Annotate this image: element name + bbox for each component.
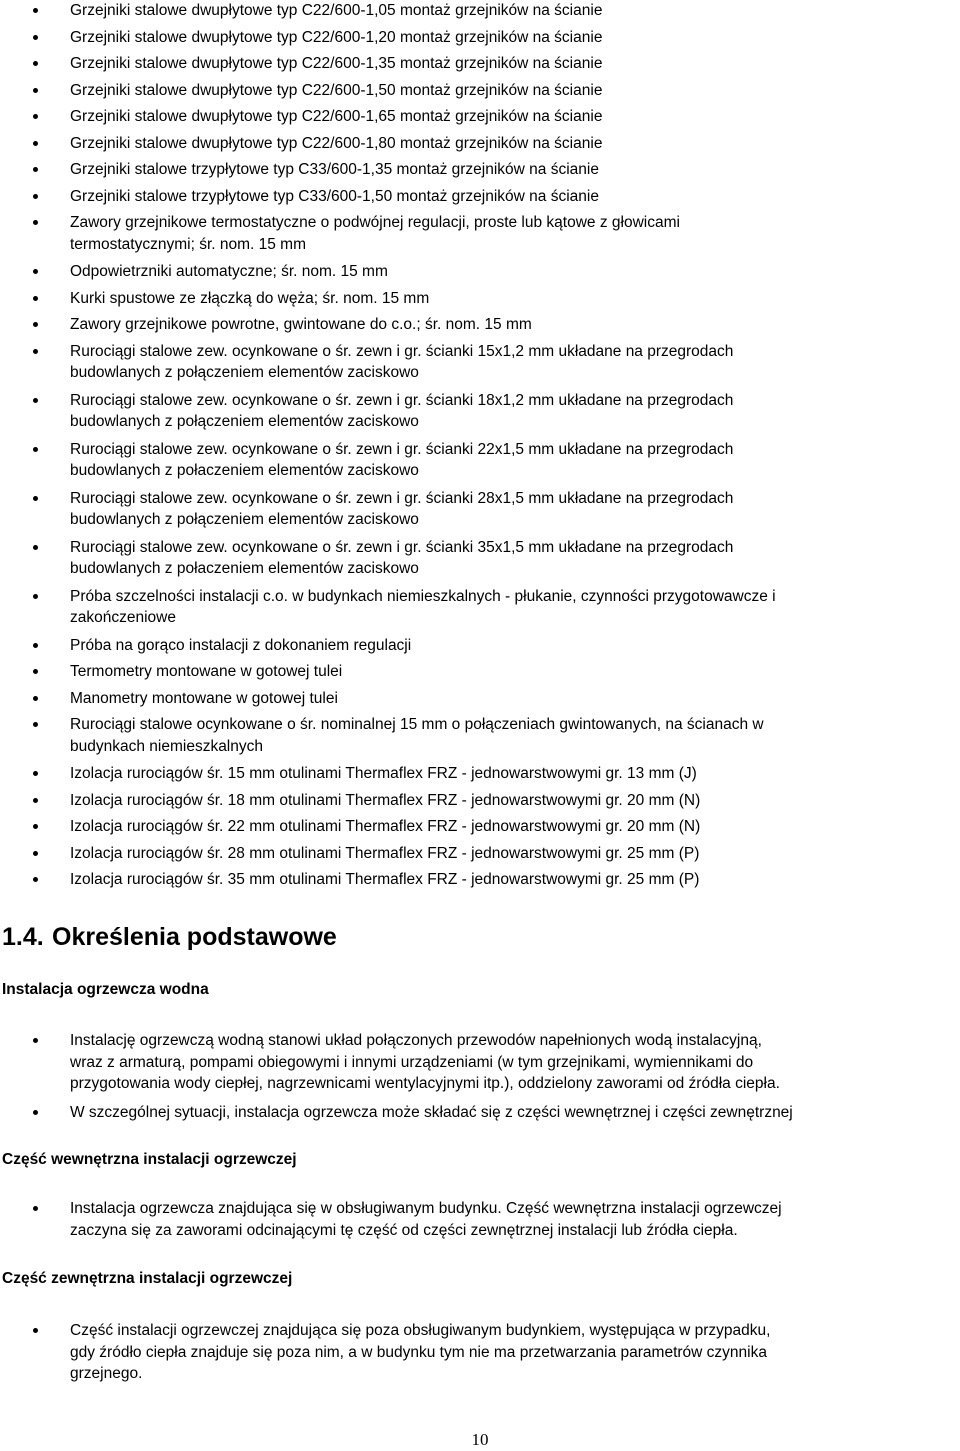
bullet-icon [33, 594, 38, 599]
list-item-text: Zawory grzejnikowe powrotne, gwintowane do c.o.; śr. nom. 15 mm [70, 316, 532, 333]
list-item-text: budynkach niemieszkalnych [70, 737, 263, 755]
bullet-icon [33, 296, 38, 301]
list-item-text: Grzejniki stalowe dwupłytowe typ C22/600-1,20 montaż grzejników na ścianie [70, 28, 603, 46]
bullet-icon [33, 1038, 38, 1043]
list-item [0, 843, 960, 870]
list-item [0, 159, 960, 186]
list-item-text: Grzejniki stalowe dwupłytowe typ C22/600-1,50 montaż grzejników na ścianie [70, 81, 603, 99]
list-item-text: Kurki spustowe ze złączką do węża; śr. nom. 15 mm [70, 289, 430, 307]
list-item [0, 53, 960, 80]
list-item-text: budowlanych z połączeniem elementów zaciskowo [70, 413, 419, 430]
list-item-text: zakończeniowe [70, 609, 176, 626]
list-item-text: Odpowietrzniki automatyczne; śr. nom. 15 mm [70, 263, 388, 280]
bullet-icon [33, 1110, 38, 1115]
bullet-icon [33, 220, 38, 225]
list-item [0, 0, 960, 27]
list-item-text: grzejnego. [70, 1365, 143, 1382]
list-item [0, 106, 960, 133]
bullet-icon [33, 643, 38, 648]
list-item-text: Instalacja ogrzewcza znajdująca się w obsługiwanym budynku. Część wewnętrzna instalacji ogrzewczej [70, 1200, 782, 1217]
list-item [0, 816, 960, 843]
list-item-text: Izolacja rurociągów śr. 18 mm otulinami Thermaflex FRZ - jednowarstwowymi gr. 20 mm (N) [70, 791, 701, 809]
list-item-text: budowlanych z połączeniem elementów zaciskowo [70, 511, 419, 528]
bullet-icon [33, 447, 38, 452]
bullet-icon [33, 269, 38, 274]
list-item-text: wraz z armaturą, pompami obiegowymi i innymi urządzeniami (w tym grzejnikami, wymiennikami do [70, 1053, 754, 1071]
list-item [0, 341, 960, 390]
list-item-text: Grzejniki stalowe trzypłytowe typ C33/600-1,50 montaż grzejników na ścianie [70, 187, 599, 205]
bullet-icon [33, 877, 38, 882]
list-item-text: Rurociągi stalowe ocynkowane o śr. nominalnej 15 mm o połączeniach gwintowanych, na ścianach w [70, 716, 764, 733]
list-item-text: Rurociągi stalowe zew. ocynkowane o śr. zewn i gr. ścianki 28x1,5 mm układane na przegrodach [70, 489, 734, 507]
list-item-text: Rurociągi stalowe zew. ocynkowane o śr. zewn i gr. ścianki 22x1,5 mm układane na przegrodach [70, 440, 734, 458]
list-item-text: Izolacja rurociągów śr. 15 mm otulinami Thermaflex FRZ - jednowarstwowymi gr. 13 mm (J) [70, 765, 697, 782]
internal-part-list [0, 1198, 960, 1242]
list-item-text: Termometry montowane w gotowej tulei [70, 663, 343, 680]
list-item [0, 212, 960, 261]
subheading-water-heating: Instalacja ogrzewcza wodna [2, 981, 209, 998]
bullet-icon [33, 669, 38, 674]
list-item [0, 635, 960, 662]
list-item-text: Instalację ogrzewczą wodną stanowi układ połączonych przewodów napełnionych wodą instalacyjną, [70, 1032, 762, 1049]
external-part-list [0, 1320, 960, 1385]
list-item [0, 390, 960, 439]
subheading-internal-part: Część wewnętrzna instalacji ogrzewczej [2, 1151, 297, 1168]
bullet-icon [33, 824, 38, 829]
subheading-external-part: Część zewnętrzna instalacji ogrzewczej [2, 1270, 293, 1287]
bullet-icon [33, 141, 38, 146]
list-item [0, 763, 960, 790]
list-item-text: przygotowania wody ciepłej, nagrzewnicami wentylacyjnymi itp.), oddzielony zaworami od źródła ciepła. [70, 1075, 780, 1092]
bullet-icon [33, 771, 38, 776]
list-item-text: Grzejniki stalowe dwupłytowe typ C22/600-1,65 montaż grzejników na ścianie [70, 108, 603, 125]
list-item [0, 537, 960, 586]
list-item-text: Izolacja rurociągów śr. 28 mm otulinami Thermaflex FRZ - jednowarstwowymi gr. 25 mm (P) [70, 844, 700, 862]
section-heading [2, 921, 337, 953]
bullet-icon [33, 1206, 38, 1211]
list-item [0, 869, 960, 896]
list-item [0, 133, 960, 160]
list-item [0, 288, 960, 315]
list-item [0, 314, 960, 341]
list-item-text: zaczyna się za zaworami odcinającymi tę część od części zewnętrznej instalacji lub źródła ciepła. [70, 1222, 738, 1239]
list-item-text: Rurociągi stalowe zew. ocynkowane o śr. zewn i gr. ścianki 18x1,2 mm układane na przegrodach [70, 391, 734, 409]
list-item [0, 714, 960, 763]
list-item [0, 488, 960, 537]
list-item-text: budowlanych z połaczeniem elementów zaciskowo [70, 560, 419, 577]
list-item-text: budowlanych z połączeniem elementów zaciskowo [70, 364, 419, 381]
water-heating-list [0, 1030, 960, 1126]
list-item-text: Izolacja rurociągów śr. 22 mm otulinami Thermaflex FRZ - jednowarstwowymi gr. 20 mm (N) [70, 818, 701, 835]
list-item [0, 1030, 960, 1102]
bullet-icon [33, 194, 38, 199]
list-item [0, 27, 960, 54]
list-item-text: Zawory grzejnikowe termostatyczne o podwójnej regulacji, proste lub kątowe z głowicami [70, 214, 680, 231]
bullet-icon [33, 167, 38, 172]
bullet-icon [33, 349, 38, 354]
list-item-text: Grzejniki stalowe trzypłytowe typ C33/600-1,35 montaż grzejników na ścianie [70, 161, 599, 178]
list-item [0, 261, 960, 288]
bullet-icon [33, 398, 38, 403]
list-item-text: Izolacja rurociągów śr. 35 mm otulinami Thermaflex FRZ - jednowarstwowymi gr. 25 mm (P) [70, 871, 700, 888]
list-item-text: Rurociągi stalowe zew. ocynkowane o śr. zewn i gr. ścianki 35x1,5 mm układane na przegrodach [70, 538, 734, 556]
bullet-icon [33, 322, 38, 327]
list-item [0, 1320, 960, 1385]
bullet-icon [33, 496, 38, 501]
list-item [0, 1198, 960, 1242]
list-item-text: Manometry montowane w gotowej tulei [70, 689, 338, 707]
list-item [0, 186, 960, 213]
bullet-icon [33, 851, 38, 856]
list-item-text: Próba szczelności instalacji c.o. w budynkach niemieszkalnych - płukanie, czynności przygotowawcze i [70, 587, 776, 605]
bullet-icon [33, 35, 38, 40]
list-item [0, 661, 960, 688]
bullet-icon [33, 696, 38, 701]
list-item [0, 80, 960, 107]
list-item-text: W szczególnej sytuacji, instalacja ogrzewcza może składać się z części wewnętrznej i części zewnętrznej [70, 1104, 793, 1121]
list-item-text: budowlanych z połaczeniem elementów zaciskowo [70, 462, 419, 479]
list-item-text: termostatycznymi; śr. nom. 15 mm [70, 235, 306, 253]
bullet-icon [33, 88, 38, 93]
bullet-icon [33, 798, 38, 803]
list-item [0, 439, 960, 488]
bullet-icon [33, 61, 38, 66]
list-item [0, 688, 960, 715]
list-item-text: Rurociągi stalowe zew. ocynkowane o śr. zewn i gr. ścianki 15x1,2 mm układane na przegrodach [70, 342, 734, 360]
list-item-text: Grzejniki stalowe dwupłytowe typ C22/600-1,35 montaż grzejników na ścianie [70, 55, 603, 72]
bullet-icon [33, 722, 38, 727]
bullet-icon [33, 114, 38, 119]
list-item [0, 790, 960, 817]
section-title: Określenia podstawowe [52, 923, 337, 951]
bullet-icon [33, 8, 38, 13]
bullet-icon [33, 545, 38, 550]
list-item-text: gdy źródło ciepła znajduje się poza nim, a w budynku tym nie ma przetwarzania parametrów czynnika [70, 1343, 767, 1361]
page-number: 10 [471, 1430, 489, 1449]
bullet-icon [33, 1328, 38, 1333]
section-number: 1.4. [2, 923, 44, 951]
list-item [0, 586, 960, 635]
list-item-text: Część instalacji ogrzewczej znajdująca się poza obsługiwanym budynkiem, występująca w przypadku, [70, 1322, 771, 1339]
list-item-text: Grzejniki stalowe dwupłytowe typ C22/600-1,80 montaż grzejników na ścianie [70, 134, 603, 152]
list-item-text: Próba na gorąco instalacji z dokonaniem regulacji [70, 636, 412, 654]
list-item-text: Grzejniki stalowe dwupłytowe typ C22/600-1,05 montaż grzejników na ścianie [70, 2, 603, 19]
list-item [0, 1102, 960, 1126]
